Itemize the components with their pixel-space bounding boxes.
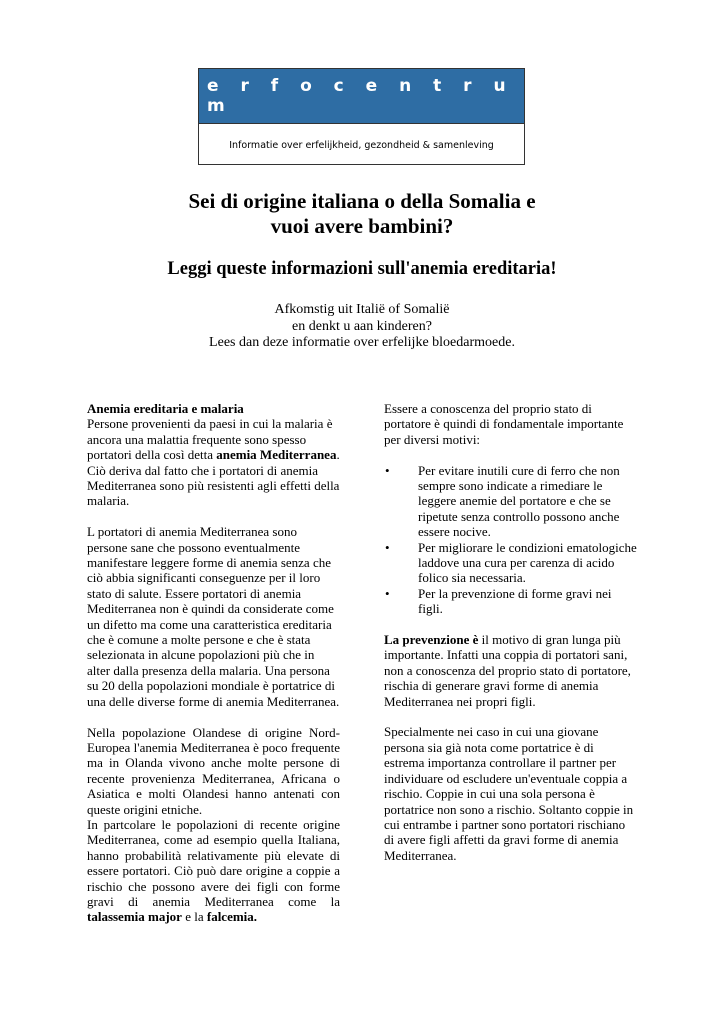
title-line-1: Sei di origine italiana o della Somalia e (188, 189, 536, 213)
brand-bar (199, 69, 524, 124)
tagline: Informatie over erfelijkheid, gezondheid & samenleving (229, 139, 494, 151)
page-subtitle: Leggi queste informazioni sull'anemia ereditaria! (167, 259, 557, 279)
list-item: • Per la prevenzione di forme gravi nei figli. (385, 585, 612, 617)
dutch-line-1: Afkomstig uit Italië of Somalië (274, 302, 450, 317)
page-title (0, 189, 724, 239)
list-item: • Per evitare inutili cure di ferro che non sempre sono indicate a rimediare le leggere anemie del portatore e che se ripetute senza controllo possono anche essere nocive. (385, 462, 620, 540)
dutch-intro (0, 302, 724, 352)
paragraph-malaria: Persone provenienti da paesi in cui la malaria è ancora una malattia frequente sono spesso portatori della così detta anemia Mediterranea. Ciò deriva dal fatto che i portatori di anemia Mediterranea sono più resistenti agli effetti della malaria. (87, 416, 340, 509)
bullet-icon: • (385, 539, 390, 555)
paragraph-prevention: La prevenzione è il motivo di gran lunga più importante. Infatti una coppia di portatori sani, non a conoscenza del proprio stato di portatore, rischia di generare gravi forme di anemia Mediterranea nei propri figli. (384, 632, 631, 709)
dutch-line-3: Lees dan deze informatie over erfelijke bloedarmoede. (209, 335, 515, 350)
reasons-list (384, 463, 637, 617)
dutch-line-2: en denkt u aan kinderen? (292, 318, 432, 334)
erfocentrum-header-box (198, 68, 525, 165)
title-line-2: vuoi avere bambini? (270, 214, 454, 238)
left-column (87, 401, 340, 925)
tagline-bar (199, 124, 524, 166)
paragraph-carriers: L portatori di anemia Mediterranea sono persone sane che possono eventualmente manifestare leggere forme di anemia senza che ciò abbia significanti conseguenze per il loro stato di salute. Essere portatori di anemia Mediterranea non è quindi da considerate come un difetto ma come una caratteristica ereditaria che è comune a molte persone e che è stata selezionata in alcune popolazioni più che in alter dalla presenza della malaria. Una persona su 20 della popolazioni mondiale è portatrice di una delle diverse forme di anemia Mediterranea. (87, 524, 340, 709)
list-item: • Per migliorare le condizioni ematologiche laddove una cura per carenza di acido folico sia necessaria. (385, 539, 637, 586)
bullet-icon: • (385, 462, 390, 478)
paragraph-importance: Essere a conoscenza del proprio stato di portatore è quindi di fondamentale importante per diversi motivi: (384, 401, 624, 447)
paragraph-dutch-population: Nella popolazione Olandese di origine Nord-Europea l'anemia Mediterranea è poco frequente ma in Olanda vivono anche molte persone di recente provenienza Mediterranea, Africana o Asiatica e molti Olandesi hanno antenati con queste origini etniche. (87, 724, 340, 817)
paragraph-partner-check: Specialmente nei caso in cui una giovane persona sia già nota come portatrice è di estrema importanza controllare il partner per individuare od escludere un'eventuale coppia a rischio. Coppie in cui una sola persona è portatrice non sono a rischio. Soltanto coppie in cui entrambe i partner sono portatori rischiano di avere figli affetti da gravi forme di anemia Mediterranea. (384, 724, 634, 863)
paragraph-mediterranean-origin: In partcolare le popolazioni di recente origine Mediterranea, come ad esempio quella Italiana, hanno probabilità relativamente più elevate di essere portatori. Ciò può dare origine a coppie a rischio che possono avere dei figli con forme gravi di anemia Mediterranea come la talassemia major e la falcemia. (87, 816, 340, 925)
bullet-icon: • (385, 585, 390, 601)
brand-name: e r f o c e n t r u m (207, 76, 514, 116)
right-column (384, 401, 637, 863)
section-heading: Anemia ereditaria e malaria (87, 401, 244, 416)
